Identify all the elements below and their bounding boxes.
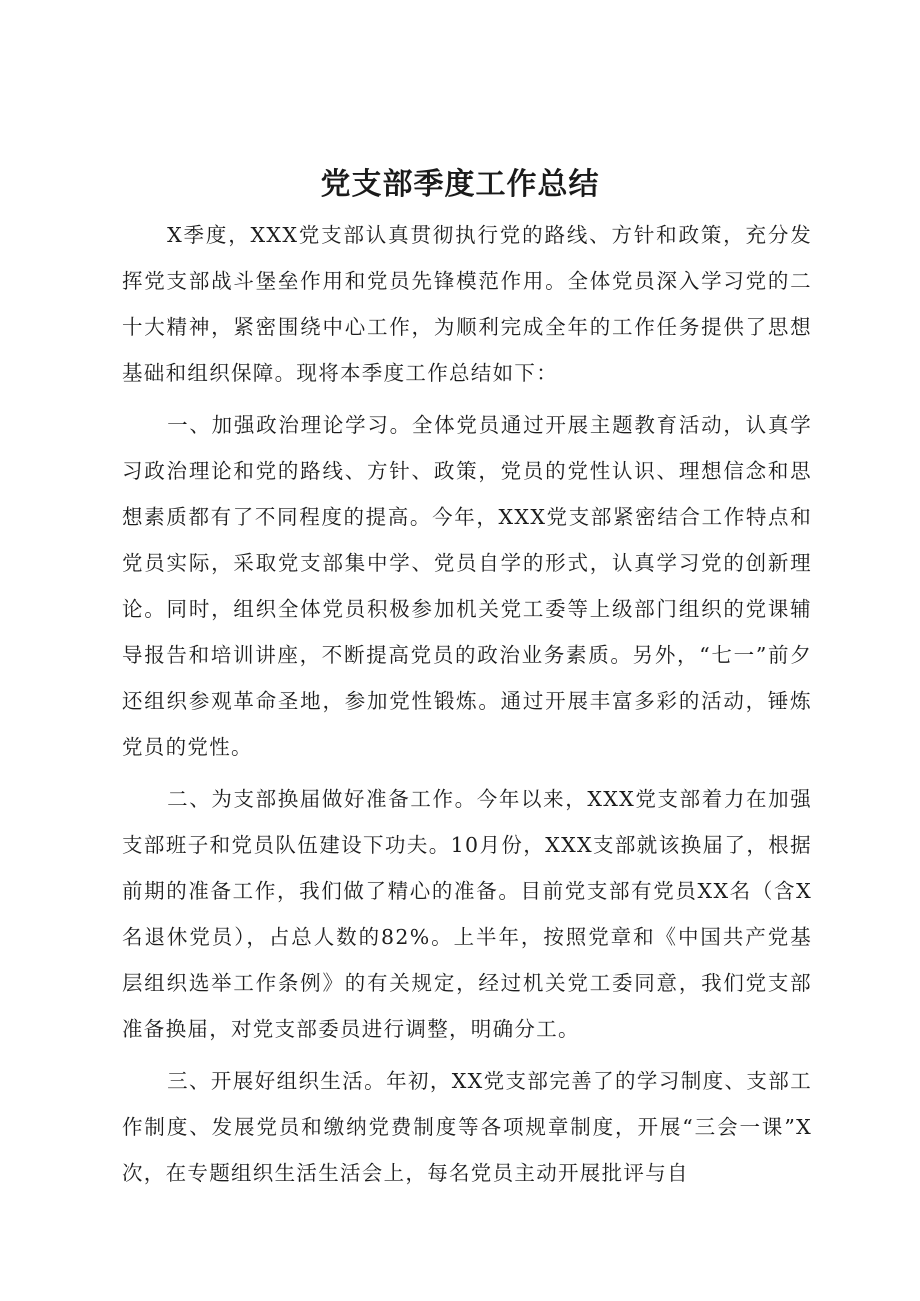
section-1-paragraph: 一、加强政治理论学习。全体党员通过开展主题教育活动，认真学习政治理论和党的路线、方针、政策，党员的党性认识、理想信念和思想素质都有了不同程度的提高。今年，XXX党支部紧密结合工作特点和党员实际，采取党支部集中学、党员自学的形式，认真学习党的创新理论。同时，组织全体党员积极参加机关党工委等上级部门组织的党课辅导报告和培训讲座，不断提高党员的政治业务素质。另外，“七一”前夕还组织参观革命圣地，参加党性锻炼。通过开展丰富多彩的活动，锤炼党员的党性。 [122, 413, 812, 759]
section-3-paragraph: 三、开展好组织生活。年初，XX党支部完善了的学习制度、支部工作制度、发展党员和缴纳党费制度等各项规章制度，开展“三会一课”X次，在专题组织生活生活会上，每名党员主动开展批评与自 [122, 1069, 812, 1185]
document-title: 党支部季度工作总结 [320, 167, 600, 202]
section-2-paragraph: 二、为支部换届做好准备工作。今年以来，XXX党支部着力在加强支部班子和党员队伍建设下功夫。10月份，XXX支部就该换届了，根据前期的准备工作，我们做了精心的准备。目前党支部有党员XX名（含X名退休党员），占总人数的82%。上半年，按照党章和《中国共产党基层组织选举工作条例》的有关规定，经过机关党工委同意，我们党支部准备换届，对党支部委员进行调整，明确分工。 [122, 787, 812, 1041]
document-body [122, 212, 812, 1196]
intro-paragraph: X季度，XXX党支部认真贯彻执行党的路线、方针和政策，充分发挥党支部战斗堡垒作用和党员先锋模范作用。全体党员深入学习党的二十大精神，紧密围绕中心工作，为顺利完成全年的工作任务提供了思想基础和组织保障。现将本季度工作总结如下： [122, 223, 812, 385]
